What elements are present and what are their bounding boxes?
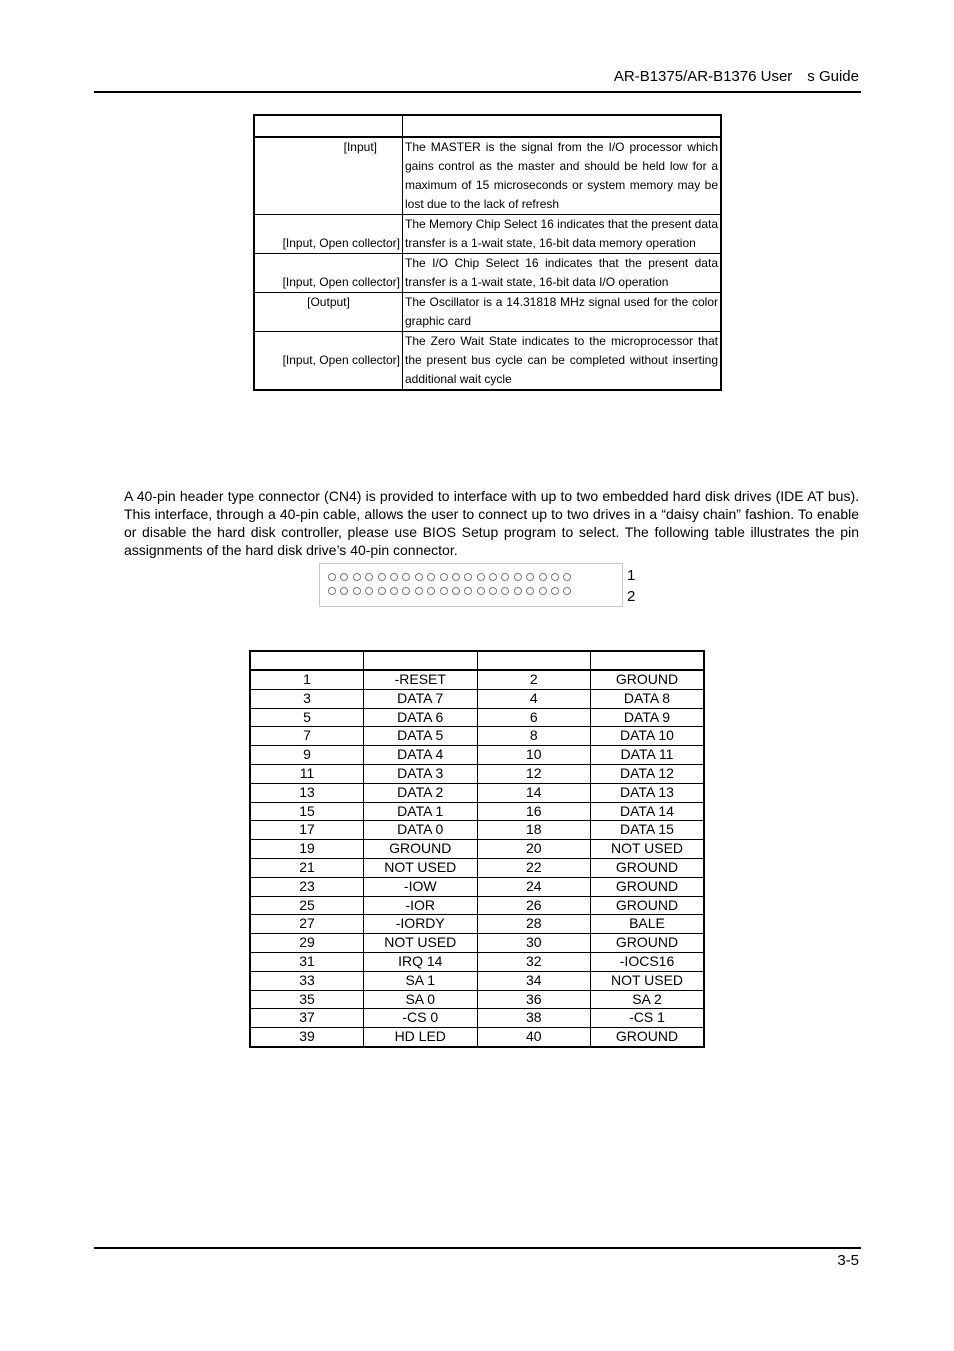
connector-diagram [319, 563, 623, 607]
signal-name-odd: NOT USED [364, 934, 478, 953]
pin-table-header-cell [591, 651, 705, 670]
signal-name-even: GROUND [591, 858, 705, 877]
pin-number-odd: 23 [250, 877, 364, 896]
pin-number-odd: 5 [250, 708, 364, 727]
pin-number-odd: 21 [250, 858, 364, 877]
signal-name-odd: DATA 6 [364, 708, 478, 727]
pin-table-row [250, 670, 704, 689]
signal-type: [Input] [254, 137, 403, 215]
connector-pin [340, 587, 348, 595]
connector-pin [563, 573, 571, 581]
signal-name-odd: DATA 1 [364, 802, 478, 821]
pin-number-even: 14 [477, 783, 591, 802]
pin-number-odd: 19 [250, 840, 364, 859]
connector-pin [551, 573, 559, 581]
connector-pin [452, 587, 460, 595]
pin-table-row [250, 746, 704, 765]
header-divider [94, 91, 861, 93]
pin-number-even: 2 [477, 670, 591, 689]
signal-name-even: GROUND [591, 896, 705, 915]
page-header-title: AR-B1375/AR-B1376 User s Guide [613, 68, 859, 85]
pin-number-odd: 17 [250, 821, 364, 840]
pin-number-odd: 27 [250, 915, 364, 934]
signal-name-even: SA 2 [591, 990, 705, 1009]
connector-pin [551, 587, 559, 595]
connector-pin [390, 587, 398, 595]
pin-table-row [250, 971, 704, 990]
pin-number-odd: 15 [250, 802, 364, 821]
connector-pin [526, 587, 534, 595]
signal-table-row [254, 215, 721, 254]
pin-number-even: 20 [477, 840, 591, 859]
signal-name-even: NOT USED [591, 840, 705, 859]
signal-table-row [254, 332, 721, 391]
connector-pin [514, 587, 522, 595]
signal-table-header-row [254, 115, 721, 137]
pin-number-even: 40 [477, 1028, 591, 1047]
connector-pin [501, 587, 509, 595]
pin-table-header-cell [250, 651, 364, 670]
pin-number-even: 36 [477, 990, 591, 1009]
pin-table-row [250, 990, 704, 1009]
signal-type: [Output] [254, 293, 403, 332]
connector-pin [489, 573, 497, 581]
pin-number-even: 32 [477, 952, 591, 971]
connector-pin [526, 573, 534, 581]
pin-number-odd: 29 [250, 934, 364, 953]
connector-pin [402, 587, 410, 595]
pin-number-odd: 11 [250, 764, 364, 783]
signal-name-even: DATA 11 [591, 746, 705, 765]
connector-pin [440, 587, 448, 595]
connector-pin [353, 573, 361, 581]
pin-number-odd: 33 [250, 971, 364, 990]
connector-pin [415, 587, 423, 595]
pin-number-even: 24 [477, 877, 591, 896]
pin-number-even: 16 [477, 802, 591, 821]
pin-number-odd: 25 [250, 896, 364, 915]
signal-name-even: DATA 12 [591, 764, 705, 783]
pin-number-even: 34 [477, 971, 591, 990]
signal-name-odd: DATA 0 [364, 821, 478, 840]
intro-paragraph: A 40-pin header type connector (CN4) is provided to interface with up to two embedded hard disk drives (IDE AT bus). This interface, through a 40-pin cable, allows the user to connect up to two drives in a “daisy chain” fashion. To enable or disable the hard disk controller, please use BIOS Setup program to select. The following table illustrates the pin assignments of the hard disk drive’s 40-pin connector. [124, 488, 859, 558]
connector-pin [353, 587, 361, 595]
signal-name-even: DATA 14 [591, 802, 705, 821]
connector-pin [464, 573, 472, 581]
connector-pin [501, 573, 509, 581]
pin-number-odd: 1 [250, 670, 364, 689]
connector-pin [378, 573, 386, 581]
pin-table-row [250, 858, 704, 877]
signal-type: [Input, Open collector] [254, 215, 403, 254]
connector-pin [402, 573, 410, 581]
pin-number-even: 10 [477, 746, 591, 765]
signal-description: The Zero Wait State indicates to the microprocessor that the present bus cycle can be completed without inserting additional wait cycle [403, 332, 722, 391]
pin-table-header-cell [477, 651, 591, 670]
pin-number-even: 28 [477, 915, 591, 934]
pin-number-even: 38 [477, 1009, 591, 1028]
pin-table-row [250, 896, 704, 915]
pin-table-row [250, 764, 704, 783]
signal-description: The Memory Chip Select 16 indicates that the present data transfer is a 1-wait state, 16-bit data memory operation [403, 215, 722, 254]
pin-number-even: 26 [477, 896, 591, 915]
signal-name-odd: -CS 0 [364, 1009, 478, 1028]
signal-type: [Input, Open collector] [254, 332, 403, 391]
pin-number-even: 22 [477, 858, 591, 877]
connector-pin [477, 573, 485, 581]
pin-number-odd: 9 [250, 746, 364, 765]
connector-pin [365, 587, 373, 595]
signal-name-odd: GROUND [364, 840, 478, 859]
connector-pin-row-even [328, 587, 571, 595]
pin-number-even: 12 [477, 764, 591, 783]
signal-description: The I/O Chip Select 16 indicates that the present data transfer is a 1-wait state, 16-bit data I/O operation [403, 254, 722, 293]
pin-number-even: 30 [477, 934, 591, 953]
pin-table-row [250, 727, 704, 746]
signal-name-odd: DATA 7 [364, 689, 478, 708]
pin-table-row [250, 840, 704, 859]
signal-name-even: BALE [591, 915, 705, 934]
pin-assignment-table [249, 650, 705, 1048]
connector-row2-label: 2 [627, 588, 636, 605]
pin-table-row [250, 915, 704, 934]
connector-pin [514, 573, 522, 581]
signal-description: The Oscillator is a 14.31818 MHz signal used for the color graphic card [403, 293, 722, 332]
signal-name-even: NOT USED [591, 971, 705, 990]
pin-table-row [250, 877, 704, 896]
signal-name-even: GROUND [591, 934, 705, 953]
signal-table-row [254, 254, 721, 293]
connector-pin [464, 587, 472, 595]
pin-number-odd: 35 [250, 990, 364, 1009]
pin-number-even: 6 [477, 708, 591, 727]
signal-type: [Input, Open collector] [254, 254, 403, 293]
signal-name-even: GROUND [591, 877, 705, 896]
signal-table-header-cell [403, 115, 722, 137]
pin-table-row [250, 689, 704, 708]
signal-name-odd: DATA 5 [364, 727, 478, 746]
signal-name-even: DATA 9 [591, 708, 705, 727]
signal-name-even: DATA 15 [591, 821, 705, 840]
connector-row1-label: 1 [627, 567, 636, 584]
connector-pin [390, 573, 398, 581]
connector-pin [477, 587, 485, 595]
signal-name-even: GROUND [591, 1028, 705, 1047]
signal-name-odd: SA 0 [364, 990, 478, 1009]
connector-pin [378, 587, 386, 595]
signal-table-header-cell [254, 115, 403, 137]
pin-table-row [250, 1028, 704, 1047]
connector-pin [415, 573, 423, 581]
signal-name-even: -IOCS16 [591, 952, 705, 971]
pin-number-odd: 7 [250, 727, 364, 746]
connector-pin [539, 573, 547, 581]
connector-pin [440, 573, 448, 581]
connector-pin [427, 573, 435, 581]
pin-number-odd: 39 [250, 1028, 364, 1047]
pin-number-even: 4 [477, 689, 591, 708]
connector-pin [328, 573, 336, 581]
signal-name-odd: -IOW [364, 877, 478, 896]
signal-name-even: -CS 1 [591, 1009, 705, 1028]
connector-pin [489, 587, 497, 595]
pin-number-odd: 31 [250, 952, 364, 971]
signal-name-even: DATA 13 [591, 783, 705, 802]
pin-table-header-row [250, 651, 704, 670]
connector-pin [539, 587, 547, 595]
pin-table-body [250, 670, 704, 1047]
connector-pin [328, 587, 336, 595]
signal-description: The MASTER is the signal from the I/O processor which gains control as the master and should be held low for a maximum of 15 microseconds or system memory may be lost due to the lack of refresh [403, 137, 722, 215]
signal-table-row [254, 137, 721, 215]
pin-table-row [250, 821, 704, 840]
signal-name-odd: NOT USED [364, 858, 478, 877]
connector-pin [427, 587, 435, 595]
pin-table-row [250, 802, 704, 821]
pin-number-even: 18 [477, 821, 591, 840]
signal-name-odd: -IOR [364, 896, 478, 915]
connector-pin [340, 573, 348, 581]
connector-pin-row-odd [328, 573, 571, 581]
pin-table-row [250, 934, 704, 953]
signal-name-odd: IRQ 14 [364, 952, 478, 971]
pin-number-odd: 3 [250, 689, 364, 708]
connector-pin [563, 587, 571, 595]
signal-description-table [253, 114, 722, 391]
pin-number-odd: 37 [250, 1009, 364, 1028]
signal-name-odd: -RESET [364, 670, 478, 689]
pin-table-row [250, 1009, 704, 1028]
connector-pin [452, 573, 460, 581]
pin-table-header-cell [364, 651, 478, 670]
footer-divider [94, 1247, 861, 1249]
pin-table-row [250, 952, 704, 971]
pin-number-even: 8 [477, 727, 591, 746]
signal-name-odd: DATA 3 [364, 764, 478, 783]
pin-table-row [250, 708, 704, 727]
signal-table-row [254, 293, 721, 332]
signal-name-even: DATA 8 [591, 689, 705, 708]
signal-name-odd: SA 1 [364, 971, 478, 990]
connector-pin [365, 573, 373, 581]
signal-name-even: DATA 10 [591, 727, 705, 746]
pin-table-row [250, 783, 704, 802]
signal-name-odd: HD LED [364, 1028, 478, 1047]
signal-name-even: GROUND [591, 670, 705, 689]
signal-name-odd: DATA 2 [364, 783, 478, 802]
pin-number-odd: 13 [250, 783, 364, 802]
page-number: 3-5 [837, 1252, 859, 1269]
signal-name-odd: DATA 4 [364, 746, 478, 765]
signal-name-odd: -IORDY [364, 915, 478, 934]
